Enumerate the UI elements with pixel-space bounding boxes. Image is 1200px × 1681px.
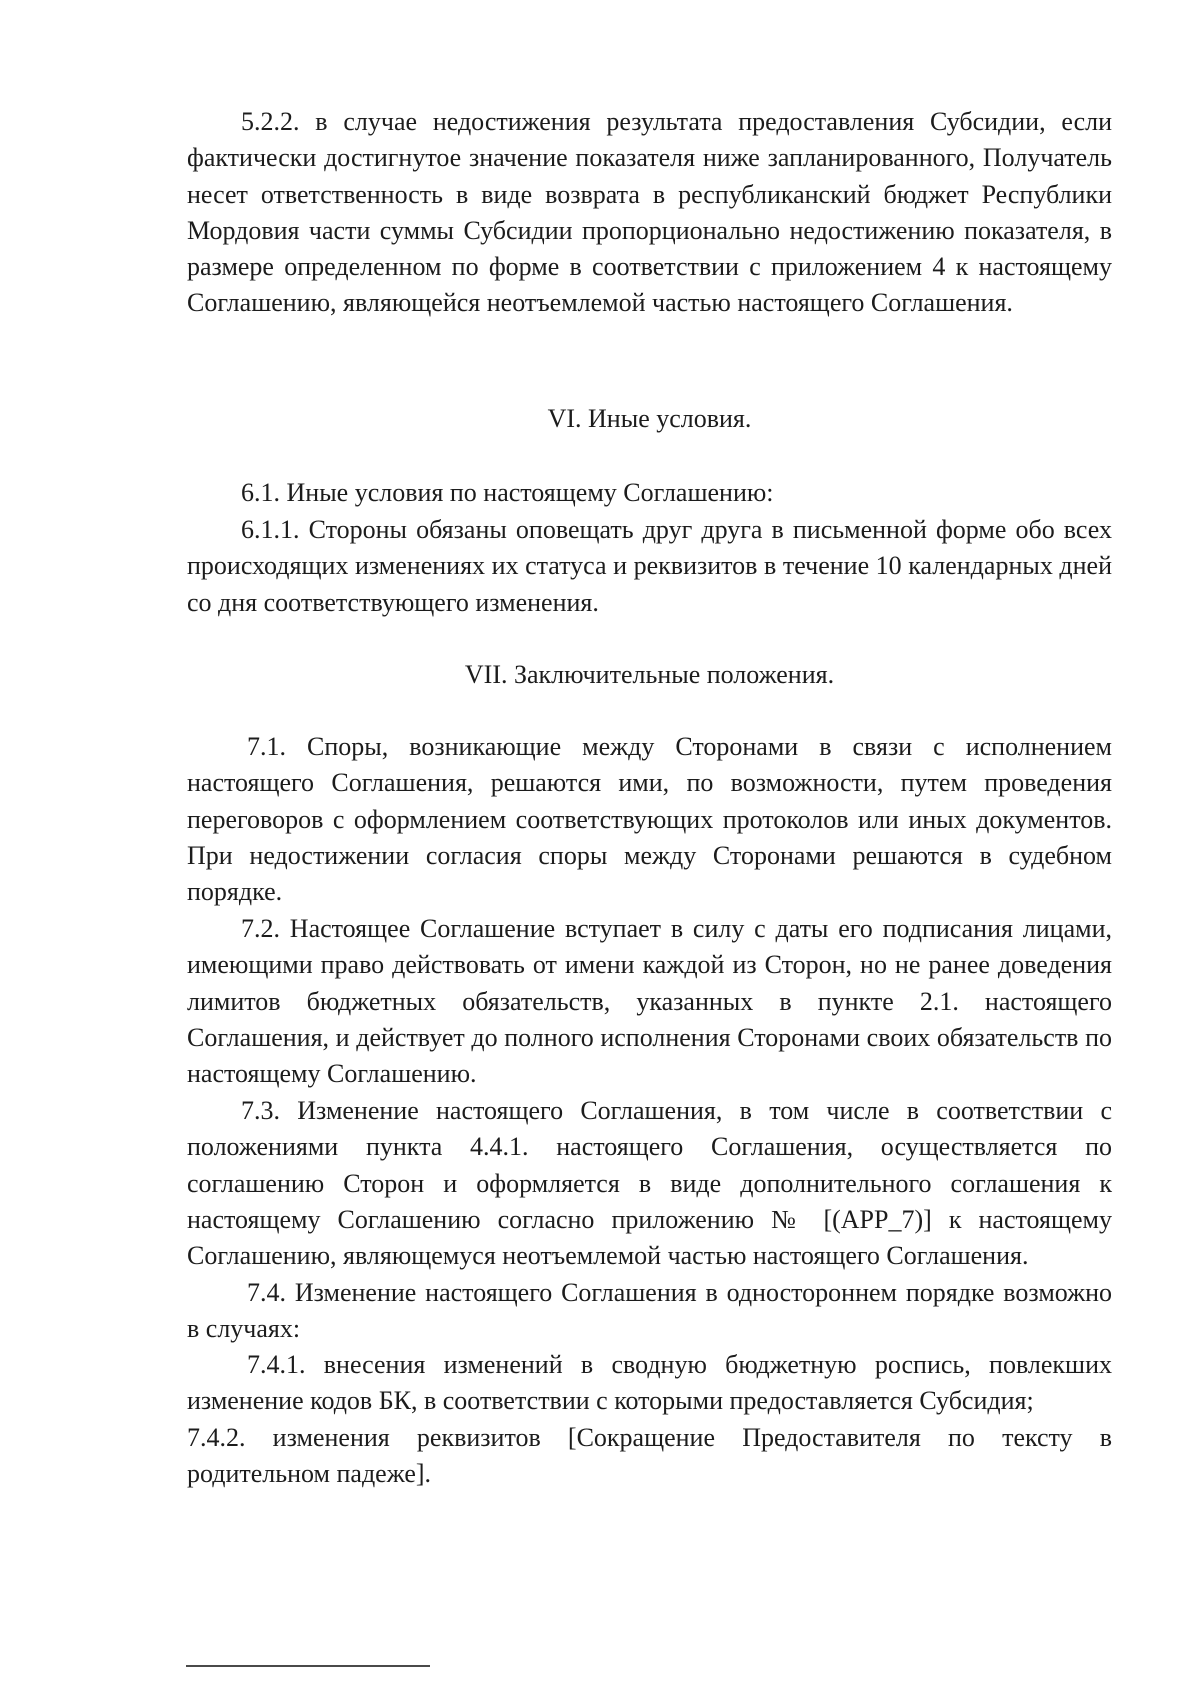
- paragraph-7-1: 7.1. Споры, возникающие между Сторонами в связи с исполнением настоящего Соглашения, решаются ими, по возможности, путем проведения переговоров с оформлением соответствующих протоколов или иных документов. При недостижении согласия споры между Сторонами решаются в судебном порядке.: [187, 732, 1112, 907]
- paragraph-6-1: 6.1. Иные условия по настоящему Соглашению:: [241, 478, 774, 507]
- paragraph-7-4-1: 7.4.1. внесения изменений в сводную бюджетную роспись, повлекших изменение кодов БК, в соответствии с которыми предоставляется Субсидия;: [187, 1350, 1112, 1416]
- paragraph-5-2-2: 5.2.2. в случае недостижения результата предоставления Субсидии, если фактически достигнутое значение показателя ниже запланированного, Получатель несет ответственность в виде возврата в республиканский бюджет Республики Мордовия части суммы Субсидии пропорционально недостижению показателя, в размере определенном по форме в соответствии с приложением 4 к настоящему Соглашению, являющейся неотъемлемой частью настоящего Соглашения.: [187, 107, 1112, 318]
- footnote-separator-line: [186, 1665, 430, 1667]
- paragraph-7-4: 7.4. Изменение настоящего Соглашения в одностороннем порядке возможно в случаях:: [187, 1278, 1112, 1344]
- section-7-heading: VII. Заключительные положения.: [464, 660, 835, 689]
- paragraph-7-2: 7.2. Настоящее Соглашение вступает в силу с даты его подписания лицами, имеющими право действовать от имени каждой из Сторон, но не ранее доведения лимитов бюджетных обязательств, указанных в пункте 2.1. настоящего Соглашения, и действует до полного исполнения Сторонами своих обязательств по настоящему Соглашению.: [187, 914, 1112, 1089]
- section-6-heading: VI. Иные условия.: [547, 404, 752, 433]
- paragraph-6-1-1: 6.1.1. Стороны обязаны оповещать друг друга в письменной форме обо всех происходящих изменениях их статуса и реквизитов в течение 10 календарных дней со дня соответствующего изменения.: [187, 515, 1112, 617]
- paragraph-7-3: 7.3. Изменение настоящего Соглашения, в том числе в соответствии с положениями пункта 4.4.1. настоящего Соглашения, осуществляется по соглашению Сторон и оформляется в виде дополнительного соглашения к настоящему Соглашению согласно приложению № [(APP_7)] к настоящему Соглашению, являющемуся неотъемлемой частью настоящего Соглашения.: [187, 1096, 1112, 1271]
- paragraph-7-4-2: 7.4.2. изменения реквизитов [Сокращение Предоставителя по тексту в родительном падеже].: [187, 1423, 1112, 1489]
